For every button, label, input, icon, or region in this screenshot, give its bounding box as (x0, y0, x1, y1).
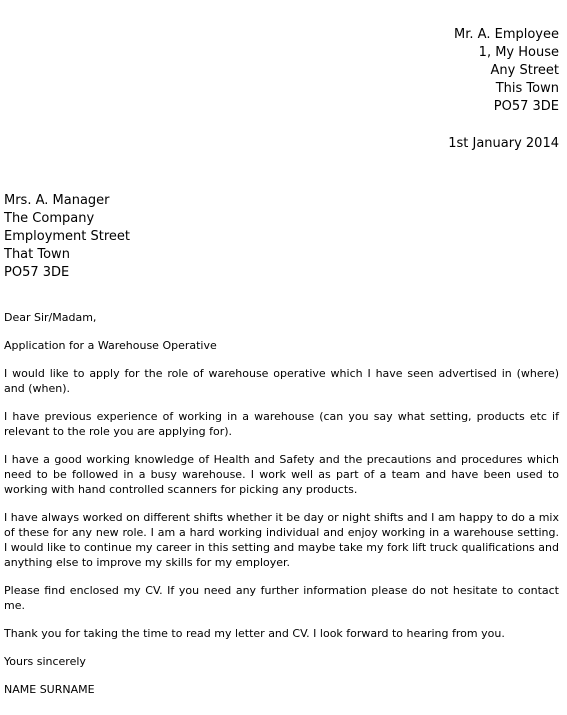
recipient-address (4, 192, 130, 282)
letter-body (4, 310, 559, 710)
paragraph-cv: Please find enclosed my CV. If you need any further information please do not hesitate to contact me. (4, 584, 559, 612)
recipient-street: Employment Street (4, 229, 131, 244)
recipient-town: That Town (4, 247, 70, 262)
sender-town: This Town (495, 81, 559, 96)
paragraph-intro: I would like to apply for the role of warehouse operative which I have seen advertised in (where) and (when). (4, 367, 559, 395)
letter-date: 1st January 2014 (448, 136, 559, 151)
sender-address-line-2: Any Street (490, 63, 559, 78)
paragraph-thanks: Thank you for taking the time to read my letter and CV. I look forward to hearing from you. (4, 627, 505, 640)
sender-postcode: PO57 3DE (493, 99, 559, 114)
recipient-company: The Company (4, 211, 95, 226)
subject-line: Application for a Warehouse Operative (4, 339, 217, 352)
recipient-postcode: PO57 3DE (4, 265, 70, 280)
paragraph-knowledge: I have a good working knowledge of Health and Safety and the precautions and procedures which need to be followed in a busy warehouse. I work well as part of a team and have been used to working with hand controlled scanners for picking any products. (4, 453, 559, 496)
recipient-name: Mrs. A. Manager (4, 193, 110, 208)
sender-address (454, 26, 559, 116)
closing: Yours sincerely (4, 655, 86, 668)
paragraph-experience: I have previous experience of working in a warehouse (can you say what setting, products etc if relevant to the role you are applying for). (4, 410, 559, 438)
signature-name: NAME SURNAME (4, 683, 95, 696)
sender-name: Mr. A. Employee (454, 27, 559, 42)
salutation: Dear Sir/Madam, (4, 311, 97, 324)
paragraph-shifts: I have always worked on different shifts whether it be day or night shifts and I am happy to do a mix of these for any new role. I am a hard working individual and enjoy working in a warehouse setting. I would like to continue my career in this setting and maybe take my fork lift truck qualifications and anything else to improve my skills for my employer. (4, 511, 559, 569)
sender-address-line-1: 1, My House (478, 45, 559, 60)
